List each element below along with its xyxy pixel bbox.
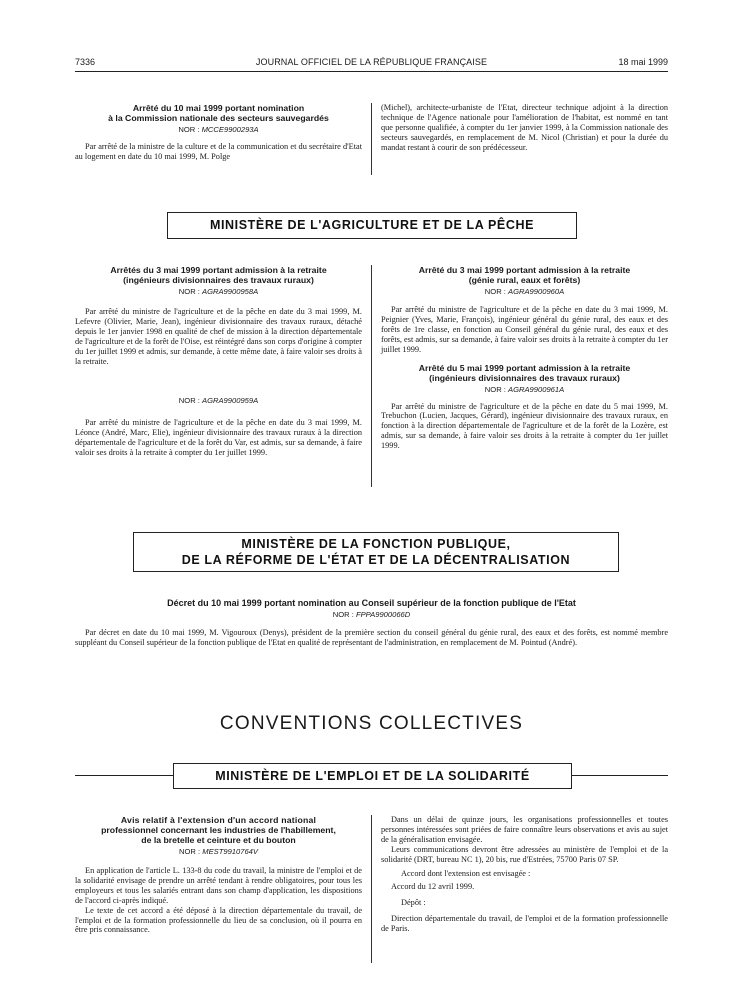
article-text: Dans un délai de quinze jours, les organisations professionnelles et toutes personnes intéressées sont priées de faire connaître leurs observations et avis au sujet de la généralisation envisagée. <box>381 815 668 844</box>
article-title: Arrêté du 5 mai 1999 portant admission à la retraite <box>418 362 631 373</box>
accord-label: Accord dont l'extension est envisagée : <box>401 868 531 878</box>
article-title: Avis relatif à l'extension d'un accord national <box>120 815 317 825</box>
article-title: Arrêté du 10 mai 1999 portant nomination <box>132 103 305 113</box>
article-title: à la Commission nationale des secteurs sauvegardés <box>108 113 329 123</box>
nor-reference: NOR : AGRA9900960A <box>484 287 565 296</box>
article-title: de la bretelle et ceinture et du bouton <box>141 835 296 845</box>
nor-reference: NOR : AGRA9900958A <box>178 287 259 296</box>
ministry-emploi-title: MINISTÈRE DE L'EMPLOI ET DE LA SOLIDARITÉ <box>173 763 572 789</box>
article-text: (Michel), architecte-urbaniste de l'Etat, directeur technique adjoint à la direction technique de l'Agence nationale pour l'amélioration de l'habitat, est nommé en tant que personne qualifiée, à compter du 1er janvier 1999, à la Commission nationale des secteurs sauvegardés, en remplacement de M. Nicol (Christian) et pour la durée du mandat restant à courir de son prédécesseur. <box>381 103 668 152</box>
nor-reference: NOR : MCCE9900293A <box>178 125 259 134</box>
depot-value: Direction départementale du travail, de l'emploi et de la formation professionnelle de Paris. <box>381 914 668 934</box>
ministry-agriculture-title: MINISTÈRE DE L'AGRICULTURE ET DE LA PÊCHE <box>167 212 577 239</box>
journal-title: JOURNAL OFFICIEL DE LA RÉPUBLIQUE FRANÇAISE <box>255 57 488 67</box>
top-article-left <box>75 103 362 162</box>
header-rule <box>75 71 668 72</box>
column-divider <box>371 815 372 963</box>
nor-reference: NOR : AGRA9900959A <box>178 396 259 406</box>
emploi-left-column <box>75 815 362 935</box>
article-text: Par arrêté du ministre de l'agriculture et de la pêche en date du 5 mai 1999, M. Trebuchon (Lucien, Jacques, Gérard), ingénieur divisionnaire des travaux ruraux, en fonction à la direction départementale de l'agriculture et de la forêt de la Lozère, est admis, sur sa demande, à faire valoir ses droits à la retraite à compter du 1er juillet 1999. <box>381 401 668 451</box>
column-divider <box>371 103 372 175</box>
nor-reference: NOR : FPPA9900066D <box>332 610 411 619</box>
nor-reference: NOR : AGRA9900961A <box>484 384 565 394</box>
running-header <box>75 57 668 71</box>
article-text: Par arrêté du ministre de l'agriculture et de la pêche en date du 3 mai 1999, M. Léonce (André, Marc, Elie), ingénieur divisionnaire des travaux ruraux à la direction départementale de l'agriculture et de la forêt du Var, est admis, sur sa demande, à faire valoir ses droits à la retraite à compter du 1er juillet 1999. <box>75 418 362 458</box>
ministry-fonction-publique-title <box>133 532 619 572</box>
decree-text: Par décret en date du 10 mai 1999, M. Vigouroux (Denys), président de la première section du conseil général du génie rural, des eaux et des forêts, est nommé membre suppléant du Conseil supérieur de la fonction publique de l'Etat en qualité de représentant de l'administration, en remplacement de M. Pointud (André). <box>75 628 668 647</box>
decree-title: Décret du 10 mai 1999 portant nomination au Conseil supérieur de la fonction publique de l'Etat <box>167 598 576 608</box>
article-title: (génie rural, eaux et forêts) <box>468 275 581 285</box>
article-text: Le texte de cet accord a été déposé à la direction départementale du travail, de l'emploi et de la formation professionnelle du lieu de sa conclusion, où il pourra en être pris connaissance. <box>75 905 362 935</box>
ministry-rule-right <box>570 775 668 776</box>
agriculture-right-column <box>381 265 668 451</box>
article-title: Arrêté du 3 mai 1999 portant admission à la retraite <box>418 265 631 275</box>
article-text: En application de l'article L. 133-8 du code du travail, la ministre de l'emploi et de la solidarité envisage de prendre un arrêté tendant à rendre obligatoires, pour tous les employeurs et tous les salariés entrant dans son champ d'application, les dispositions de l'accord ci-après indiqué. <box>75 866 362 905</box>
depot-label: Dépôt : <box>401 898 426 908</box>
top-article-right <box>381 103 668 153</box>
article-title: (ingénieurs divisionnaires des travaux ruraux) <box>123 275 314 285</box>
article-text: Par arrêté de la ministre de la culture et de la communication et du secrétaire d'Etat au logement en date du 10 mai 1999, M. Polge <box>75 142 362 161</box>
ministry-title-line: DE LA RÉFORME DE L'ÉTAT ET DE LA DÉCENTRALISATION <box>181 553 571 567</box>
column-divider <box>371 265 372 487</box>
nor-reference: NOR : MEST9910764V <box>179 847 258 856</box>
article-text: Par arrêté du ministre de l'agriculture et de la pêche en date du 3 mai 1999, M. Peignier (Yves, Marie, François), ingénieur général du génie rural, des eaux et des forêts de 1re classe, en fonction au Conseil général du génie rural, des eaux et des forêts, est admis, sur sa demande, à faire valoir ses droits à la retraite à compter du 1er juillet 1999. <box>381 305 668 354</box>
ministry-rule-left <box>75 775 173 776</box>
accord-value: Accord du 12 avril 1999. <box>391 882 475 892</box>
ministry-title-line: MINISTÈRE DE LA FONCTION PUBLIQUE, <box>241 537 511 551</box>
article-title: professionnel concernant les industries de l'habillement, <box>101 825 336 835</box>
article-title: (ingénieurs divisionnaires des travaux ruraux) <box>429 372 620 383</box>
issue-date: 18 mai 1999 <box>618 57 668 67</box>
page-number: 7336 <box>75 57 96 67</box>
agriculture-left-column <box>75 265 362 458</box>
article-title: Arrêtés du 3 mai 1999 portant admission à la retraite <box>110 265 327 275</box>
article-text: Leurs communications devront être adressées au ministère de l'emploi et de la solidarité (DRT, bureau NC 1), 20 bis, rue d'Estrées, 75700 Paris 07 SP. <box>381 844 668 864</box>
article-text: Par arrêté du ministre de l'agriculture et de la pêche en date du 3 mai 1999, M. Lefevre (Olivier, Marie, Jean), ingénieur divisionnaire des travaux ruraux, détaché depuis le 1er janvier 1998 en qualité de chef de mission à la direction départementale de l'agriculture et de la forêt de l'Oise, est réintégré dans son corps d'origine à compter du 1er juillet 1999 et admis, sur demande, à cette même date, à faire valoir ses droits à la retraite. <box>75 307 362 366</box>
emploi-right-column <box>381 815 668 934</box>
conventions-heading: CONVENTIONS COLLECTIVES <box>219 713 524 734</box>
decree-section <box>75 598 668 648</box>
